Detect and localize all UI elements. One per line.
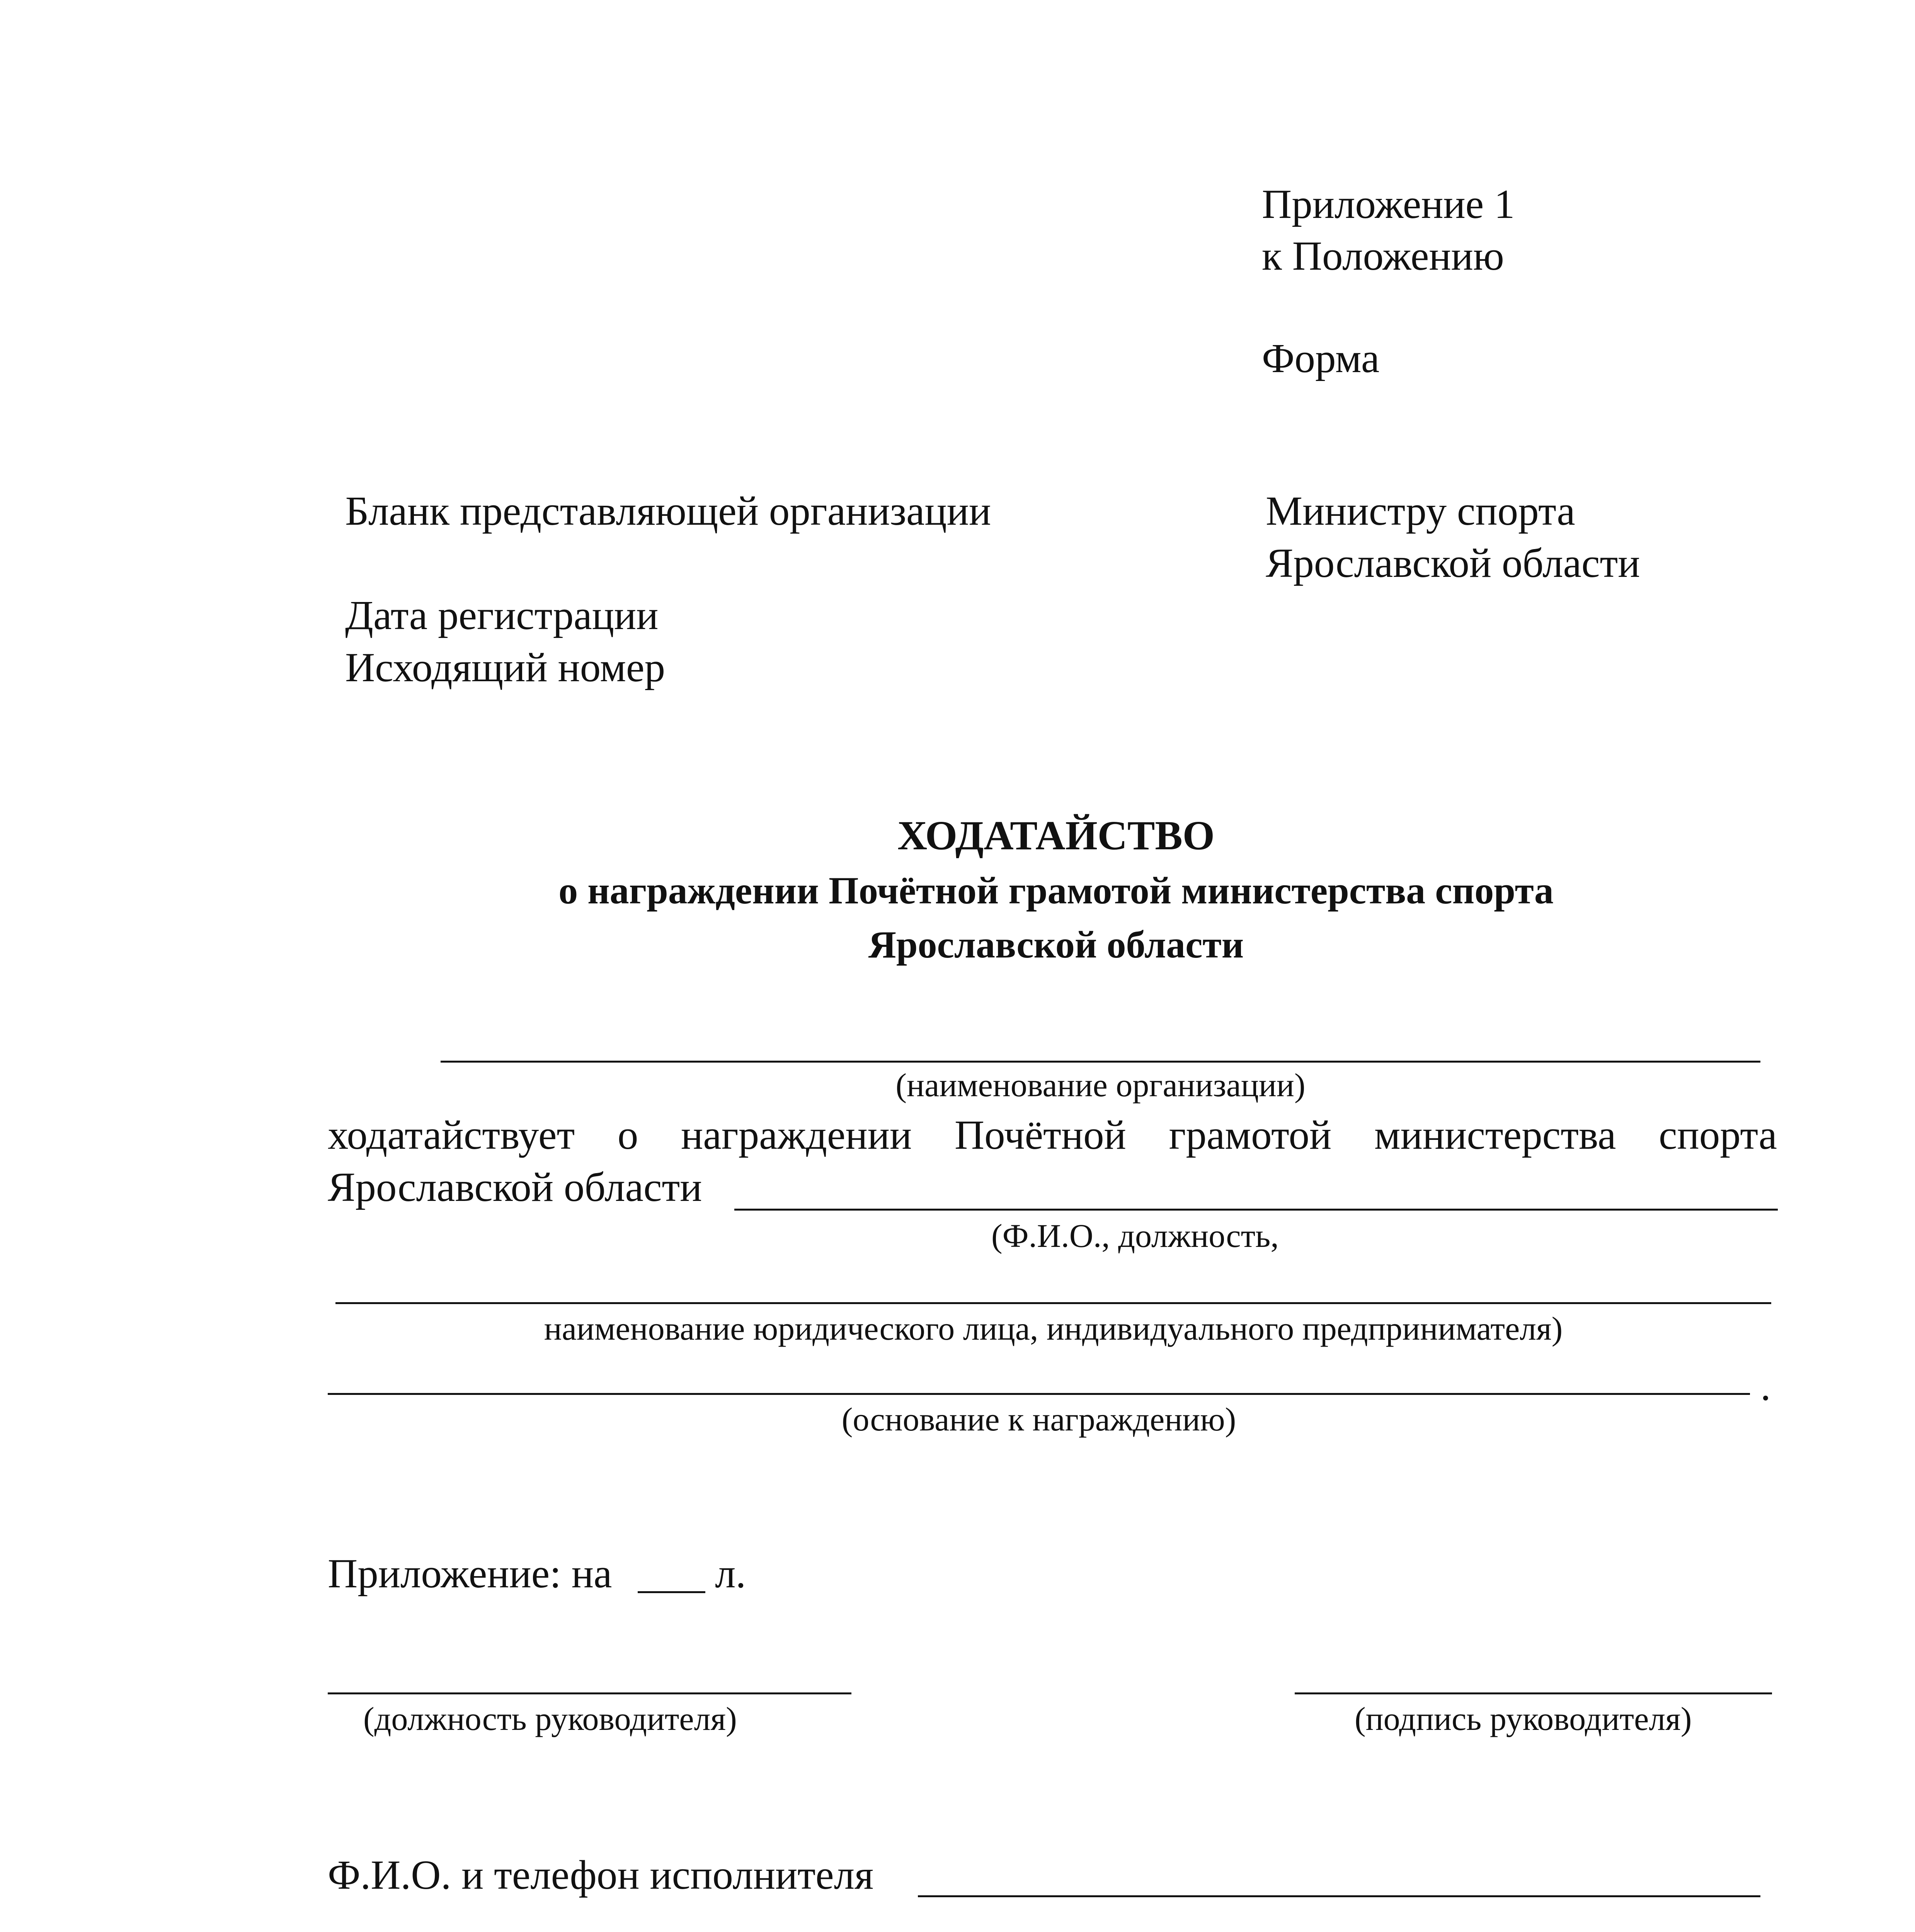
position-caption: (должность руководителя) <box>363 1700 737 1737</box>
nominee-caption: (Ф.И.О., должность, <box>991 1217 1279 1254</box>
document-title: ХОДАТАЙСТВО <box>897 813 1215 859</box>
letterhead-label: Бланк представляющей организации <box>345 488 991 534</box>
executor-label: Ф.И.О. и телефон исполнителя <box>328 1852 874 1898</box>
signature-fill-line <box>1295 1692 1772 1694</box>
appendix-reference: к Положению <box>1262 233 1504 279</box>
addressee-line2: Ярославской области <box>1266 541 1640 586</box>
end-dot: . <box>1760 1364 1771 1409</box>
petition-word: ходатайствует <box>328 1112 575 1158</box>
petition-word: Почётной <box>954 1112 1126 1158</box>
document-subtitle-line1: о награждении Почётной грамотой министерства спорта <box>558 869 1554 912</box>
form-label: Форма <box>1262 336 1380 381</box>
registration-date-label: Дата регистрации <box>345 593 659 638</box>
attachment-label: Приложение: на <box>328 1551 612 1597</box>
basis-caption: (основание к награждению) <box>841 1401 1236 1438</box>
position-fill-line <box>328 1692 851 1694</box>
petition-word: спорта <box>1659 1112 1777 1158</box>
petition-word: награждении <box>681 1112 912 1158</box>
petition-word: о <box>617 1112 638 1158</box>
attachment-pages-unit: л. <box>715 1551 746 1597</box>
organization-fill-line <box>441 1061 1760 1063</box>
document-subtitle-line2: Ярославской области <box>868 923 1244 966</box>
petition-word: министерства <box>1374 1112 1616 1158</box>
addressee-line1: Министру спорта <box>1266 488 1575 534</box>
attachment-pages-fill-line <box>638 1591 705 1593</box>
legal-entity-caption: наименование юридического лица, индивидуального предпринимателя) <box>544 1310 1563 1347</box>
petition-text-line <box>328 1112 1777 1158</box>
petition-text-line2: Ярославской области <box>328 1165 702 1210</box>
signature-caption: (подпись руководителя) <box>1355 1700 1692 1737</box>
organization-caption: (наименование организации) <box>895 1066 1306 1104</box>
executor-fill-line <box>918 1895 1760 1897</box>
appendix-number: Приложение 1 <box>1262 182 1515 227</box>
nominee-fill-line <box>734 1209 1778 1211</box>
legal-entity-fill-line <box>335 1302 1771 1304</box>
basis-fill-line <box>328 1393 1750 1395</box>
petition-word: грамотой <box>1169 1112 1332 1158</box>
outgoing-number-label: Исходящий номер <box>345 645 665 690</box>
